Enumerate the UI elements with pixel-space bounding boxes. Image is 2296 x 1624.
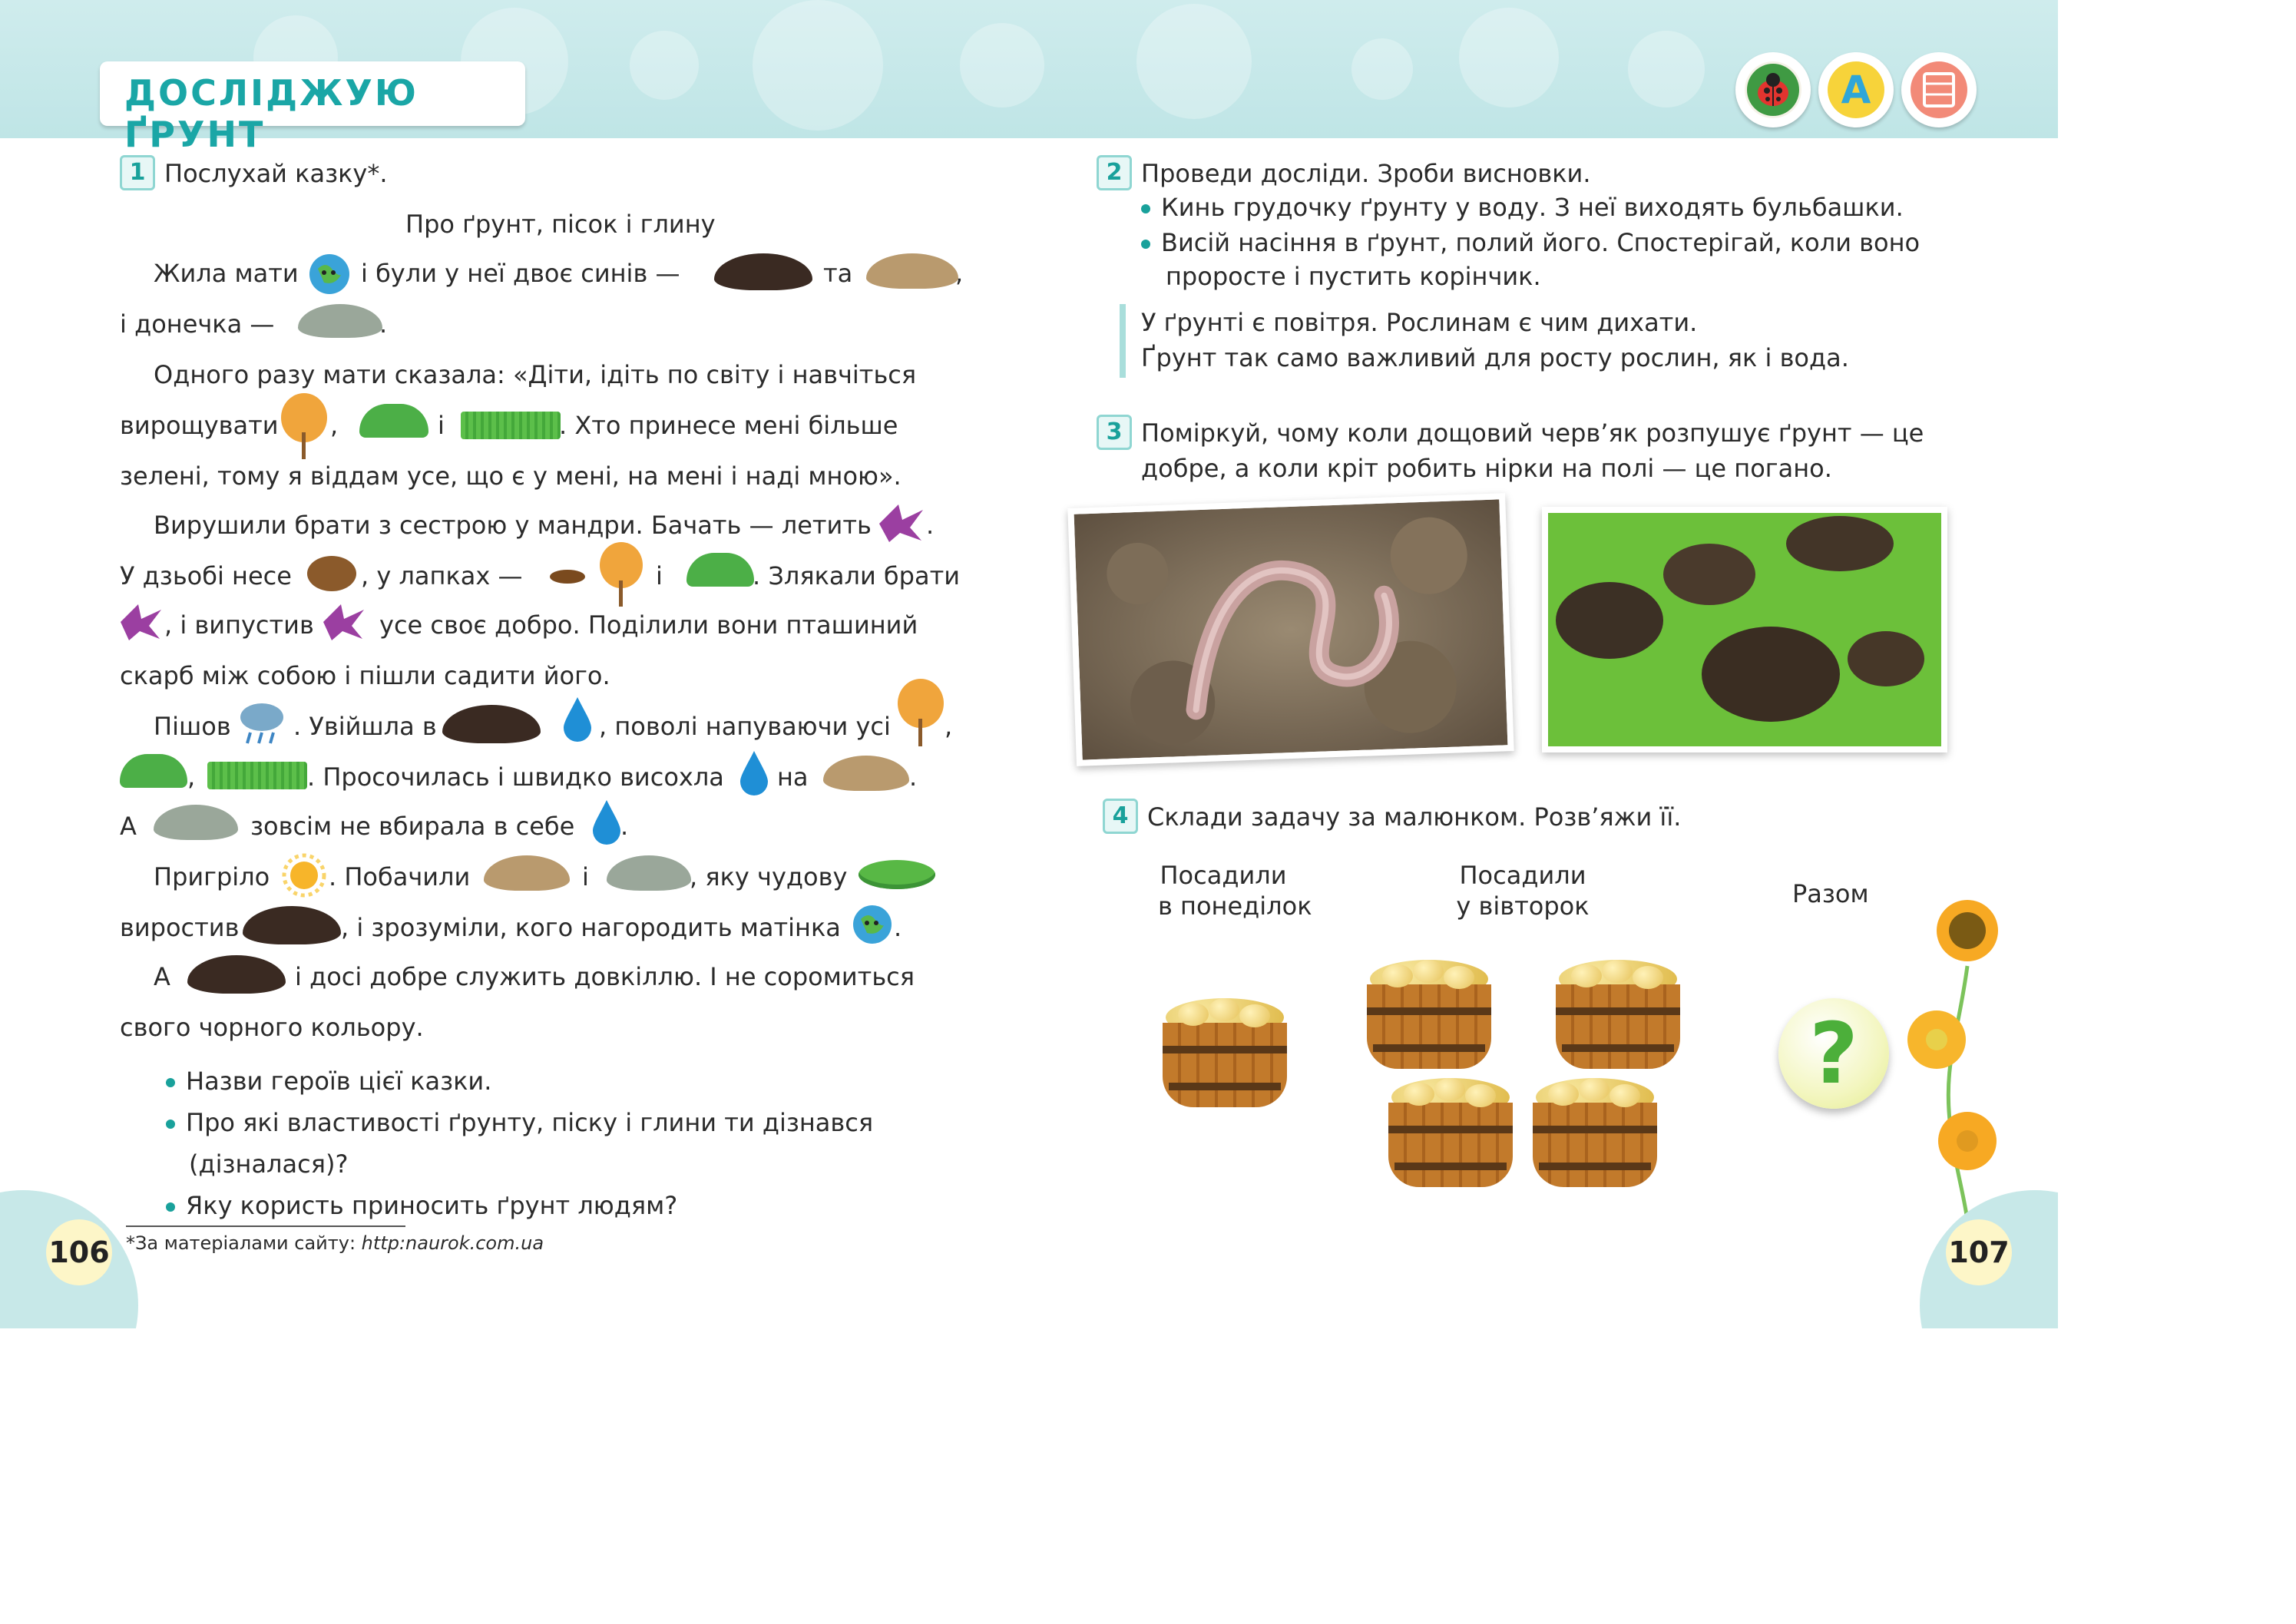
story-text: зовсім не вбирала в себе bbox=[250, 812, 575, 841]
tree-icon bbox=[276, 390, 332, 462]
bird-icon bbox=[875, 501, 929, 547]
column-label-tuesday: Посадили у вівторок bbox=[1456, 861, 1590, 921]
decor-bubble bbox=[1459, 8, 1559, 107]
bush-icon bbox=[686, 553, 754, 587]
letter-badge bbox=[1818, 52, 1894, 127]
story-text: , поволі напуваючи усі bbox=[599, 712, 891, 741]
story-text: . bbox=[909, 762, 918, 792]
potato-basket-icon bbox=[1385, 1078, 1516, 1192]
bullet-icon bbox=[166, 1120, 175, 1129]
story-text: і були у неї двоє синів — bbox=[361, 259, 680, 288]
story-text: , bbox=[330, 411, 339, 440]
story-text: , bbox=[945, 712, 953, 741]
task4-instruction: Склади задачу за малюнком. Розв’яжи її. bbox=[1147, 802, 1682, 832]
decor-bubble bbox=[960, 23, 1044, 107]
task2-bullet: Висій насіння в ґрунт, полий його. Спостерігай, коли воно bbox=[1141, 227, 1920, 258]
bush-icon bbox=[359, 404, 428, 438]
story-text: . Хто принесе мені більше bbox=[559, 411, 898, 440]
footnote-link[interactable]: http:naurok.com.ua bbox=[361, 1232, 544, 1254]
story-text: , і випустив bbox=[164, 610, 314, 640]
abacus-icon bbox=[1911, 61, 1967, 118]
story-text: Одного разу мати сказала: «Діти, ідіть по світу і навчіться bbox=[154, 360, 917, 389]
story-text: свого чорного кольору. bbox=[120, 1013, 424, 1042]
decor-bubble bbox=[753, 0, 883, 131]
sand-icon bbox=[866, 253, 958, 289]
task2-bullet: Кинь грудочку ґрунту у воду. З неї виходять бульбашки. bbox=[1141, 192, 1904, 223]
story-text: . Побачили bbox=[329, 862, 471, 891]
rain-cloud-icon bbox=[238, 700, 286, 749]
story-text: . Увійшла в bbox=[293, 712, 437, 741]
column-label-monday: Посадили в понеділок bbox=[1158, 861, 1312, 921]
story-text: , bbox=[187, 762, 196, 792]
task3-line: добре, а коли кріт робить нірки на полі — це погано. bbox=[1141, 454, 1832, 483]
column-label-total: Разом bbox=[1792, 879, 1869, 908]
nut-icon bbox=[307, 556, 356, 591]
conclusion-line: У ґрунті є повітря. Рослинам є чим дихати. bbox=[1141, 308, 1698, 337]
story-text: Пішов bbox=[154, 712, 231, 741]
potato-basket-icon bbox=[1553, 960, 1683, 1073]
page-number-left: 106 bbox=[46, 1219, 112, 1285]
sand-icon bbox=[484, 855, 570, 891]
water-drop-icon bbox=[562, 696, 593, 745]
story-text: . Просочилась і швидко висохла bbox=[307, 762, 724, 792]
sand-icon bbox=[823, 756, 909, 791]
question-item: Яку користь приносить ґрунт людям? bbox=[166, 1190, 677, 1221]
story-text: усе своє добро. Поділили вони пташиний bbox=[379, 610, 918, 640]
bush-icon bbox=[120, 754, 187, 788]
story-text: А bbox=[154, 962, 170, 991]
page-number-right: 107 bbox=[1946, 1219, 2012, 1285]
story-text: . bbox=[620, 812, 629, 841]
water-drop-icon bbox=[739, 749, 769, 799]
story-text: А bbox=[120, 812, 137, 841]
bird-icon bbox=[319, 600, 367, 645]
earth-icon bbox=[851, 903, 894, 949]
conclusion-bar bbox=[1120, 304, 1126, 378]
task-number-4: 4 bbox=[1103, 799, 1138, 834]
tree-icon bbox=[596, 541, 647, 610]
task2-instruction: Проведи досліди. Зроби висновки. bbox=[1141, 159, 1591, 188]
task-number-1: 1 bbox=[120, 155, 155, 190]
story-text: Вирушили брати з сестрою у мандри. Бачать — летить bbox=[154, 511, 872, 540]
potato-basket-icon bbox=[1160, 998, 1290, 1112]
black-soil-icon bbox=[243, 906, 341, 944]
black-soil-icon bbox=[187, 955, 286, 994]
task2-bullet-cont: проросте і пустить корінчик. bbox=[1166, 262, 1541, 291]
story-text: , у лапках — bbox=[361, 561, 523, 590]
story-text: і донечка — bbox=[120, 309, 275, 339]
water-drop-icon bbox=[591, 799, 622, 848]
story-text: . Злякали брати bbox=[753, 561, 961, 590]
story-text: , яку чудову bbox=[690, 862, 848, 891]
task-number-2: 2 bbox=[1097, 155, 1132, 190]
earthworm-photo bbox=[1067, 493, 1514, 766]
page-title-box bbox=[100, 61, 525, 155]
decor-bubble bbox=[1136, 4, 1252, 119]
letter-a-icon: A bbox=[1828, 61, 1884, 118]
decor-bubble bbox=[1628, 31, 1705, 107]
story-text: . bbox=[894, 913, 902, 942]
bullet-icon bbox=[1141, 204, 1150, 213]
story-text: , і зрозуміли, кого нагородить матінка bbox=[341, 913, 841, 942]
footnote-divider bbox=[126, 1225, 405, 1227]
task3-line: Поміркуй, чому коли дощовий черв’як розпушує ґрунт — це bbox=[1141, 418, 1924, 448]
potato-basket-icon bbox=[1530, 1078, 1660, 1192]
clay-icon bbox=[607, 855, 691, 891]
ladybug-icon bbox=[1745, 61, 1801, 118]
conclusion-line: Ґрунт так само важливий для росту рослин, як і вода. bbox=[1141, 343, 1849, 372]
question-item: Про які властивості ґрунту, піску і глини ти дізнався bbox=[166, 1107, 873, 1138]
clay-icon bbox=[298, 304, 382, 338]
story-text: і bbox=[656, 561, 663, 590]
story-text: виростив bbox=[120, 913, 240, 942]
task1-instruction: Послухай казку*. bbox=[164, 159, 388, 188]
story-text: вирощувати bbox=[120, 411, 279, 440]
story-text: , bbox=[955, 259, 964, 288]
footnote: *За матеріалами сайту: http:naurok.com.ua bbox=[126, 1232, 544, 1254]
story-text: У дзьобі несе bbox=[120, 561, 292, 590]
story-text: . bbox=[379, 309, 388, 339]
story-text: . bbox=[926, 511, 935, 540]
decor-bubble bbox=[630, 31, 699, 100]
story-title: Про ґрунт, пісок і глину bbox=[405, 210, 716, 239]
page-header bbox=[0, 0, 2058, 155]
story-text: і досі добре служить довкіллю. І не соромиться bbox=[295, 962, 915, 991]
decor-bubble bbox=[1351, 38, 1413, 100]
question-item: Назви героїв цієї казки. bbox=[166, 1066, 491, 1096]
sun-icon bbox=[281, 852, 327, 901]
bullet-icon bbox=[166, 1202, 175, 1212]
story-text: Жила мати bbox=[154, 259, 299, 288]
ladybug-badge bbox=[1735, 52, 1811, 127]
question-mark-bubble: ? bbox=[1778, 998, 1889, 1109]
clay-icon bbox=[154, 805, 238, 840]
story-text: скарб між собою і пішли садити його. bbox=[120, 661, 610, 690]
bird-icon bbox=[117, 600, 164, 645]
molehill-photo bbox=[1542, 507, 1947, 752]
tree-icon bbox=[894, 677, 948, 749]
grass-icon bbox=[461, 412, 561, 439]
story-text: і bbox=[438, 411, 445, 440]
story-text: на bbox=[777, 762, 809, 792]
grass-icon bbox=[207, 762, 307, 789]
bullet-icon bbox=[1141, 240, 1150, 249]
seeds-icon bbox=[550, 570, 585, 584]
story-text: зелені, тому я віддам усе, що є у мені, на мені і наді мною». bbox=[120, 461, 902, 491]
question-item-cont: (дізналася)? bbox=[189, 1149, 349, 1179]
task-number-3: 3 bbox=[1097, 415, 1132, 450]
bullet-icon bbox=[166, 1078, 175, 1087]
story-text: і bbox=[582, 862, 589, 891]
story-text: Пригріло bbox=[154, 862, 270, 891]
page-title: ДОСЛІДЖУЮ ҐРУНТ bbox=[124, 72, 419, 155]
earth-icon bbox=[307, 252, 352, 299]
potato-basket-icon bbox=[1364, 960, 1494, 1073]
story-text: та bbox=[823, 259, 853, 288]
black-soil-icon bbox=[442, 705, 541, 743]
black-soil-icon bbox=[714, 253, 812, 290]
abacus-badge bbox=[1901, 52, 1977, 127]
lawn-icon bbox=[859, 860, 935, 889]
